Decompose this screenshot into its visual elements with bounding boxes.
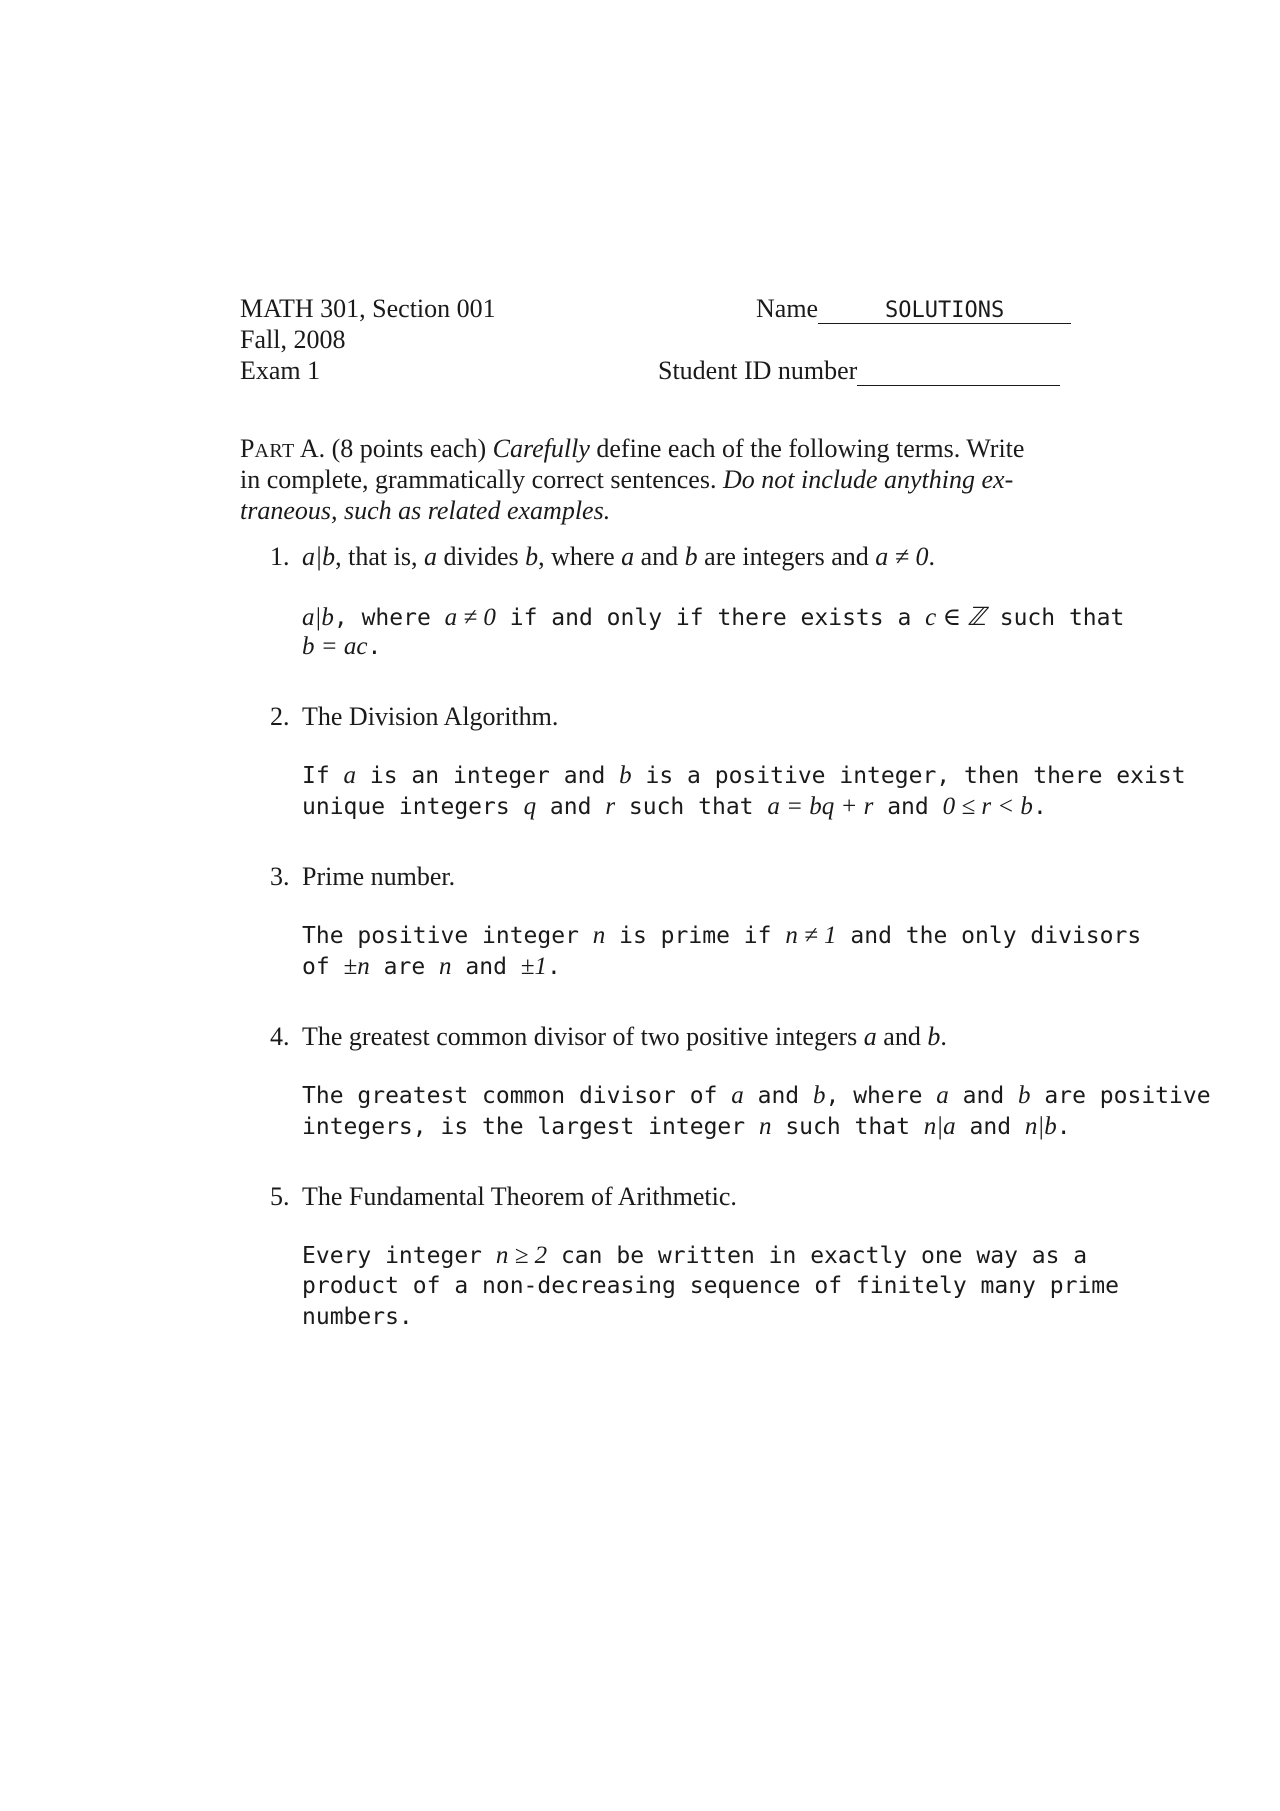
question-5-prompt: The Fundamental Theorem of Arithmetic.: [302, 1182, 737, 1211]
answer-3-line-2: of ±n are n and ±1.: [302, 953, 561, 980]
course-title: MATH 301, Section 001: [240, 294, 496, 323]
answer-5-line-3: numbers.: [302, 1304, 413, 1330]
question-4-prompt: The greatest common divisor of two positive integers a and b.: [302, 1022, 947, 1051]
question-3-prompt: Prime number.: [302, 862, 456, 891]
name-label: Name: [756, 294, 819, 323]
answer-3-line-1: The positive integer n is prime if n ≠ 1 and the only divisors: [302, 922, 1142, 949]
question-5-number: 5.: [270, 1182, 290, 1211]
question-1-prompt: a|b, that is, a divides b, where a and b are integers and a ≠ 0.: [302, 542, 936, 571]
answer-1-line-2: b = ac.: [302, 633, 382, 660]
part-a-title: PART A.: [240, 434, 326, 463]
student-id-value: [857, 361, 1060, 386]
answer-4-line-1: The greatest common divisor of a and b, where a and b are positive: [302, 1082, 1211, 1109]
answer-2-line-1: If a is an integer and b is a positive integer, then there exist: [302, 762, 1186, 789]
answer-5-line-2: product of a non-decreasing sequence of finitely many prime: [302, 1273, 1119, 1299]
question-2-prompt: The Division Algorithm.: [302, 702, 559, 731]
name-value: SOLUTIONS: [818, 299, 1071, 324]
question-4-number: 4.: [270, 1022, 290, 1051]
question-2-number: 2.: [270, 702, 290, 731]
answer-1-line-1: a|b, where a ≠ 0 if and only if there exists a c ∈ ℤ such that: [302, 604, 1125, 631]
student-id-label: Student ID number: [658, 356, 858, 385]
term: Fall, 2008: [240, 325, 346, 354]
part-a-emphasis: Carefully: [492, 434, 590, 463]
part-a-line-2: in complete, grammatically correct sentences. Do not include anything ex-: [240, 465, 1014, 494]
part-a-line-3: traneous, such as related examples.: [240, 496, 611, 525]
student-id-field: [658, 356, 1060, 386]
answer-5-line-1: Every integer n ≥ 2 can be written in exactly one way as a: [302, 1242, 1088, 1269]
answer-2-line-2: unique integers q and r such that a = bq + r and 0 ≤ r < b.: [302, 793, 1047, 820]
answer-4-line-2: integers, is the largest integer n such that n|a and n|b.: [302, 1113, 1071, 1140]
part-a-line-1: PART A. (8 points each) Carefully define each of the following terms. Write: [240, 434, 1025, 463]
name-field: [756, 294, 1071, 324]
exam-label: Exam 1: [240, 356, 321, 385]
question-3-number: 3.: [270, 862, 290, 891]
part-a-points: (8 points each): [331, 434, 487, 463]
question-1-number: 1.: [270, 542, 290, 571]
